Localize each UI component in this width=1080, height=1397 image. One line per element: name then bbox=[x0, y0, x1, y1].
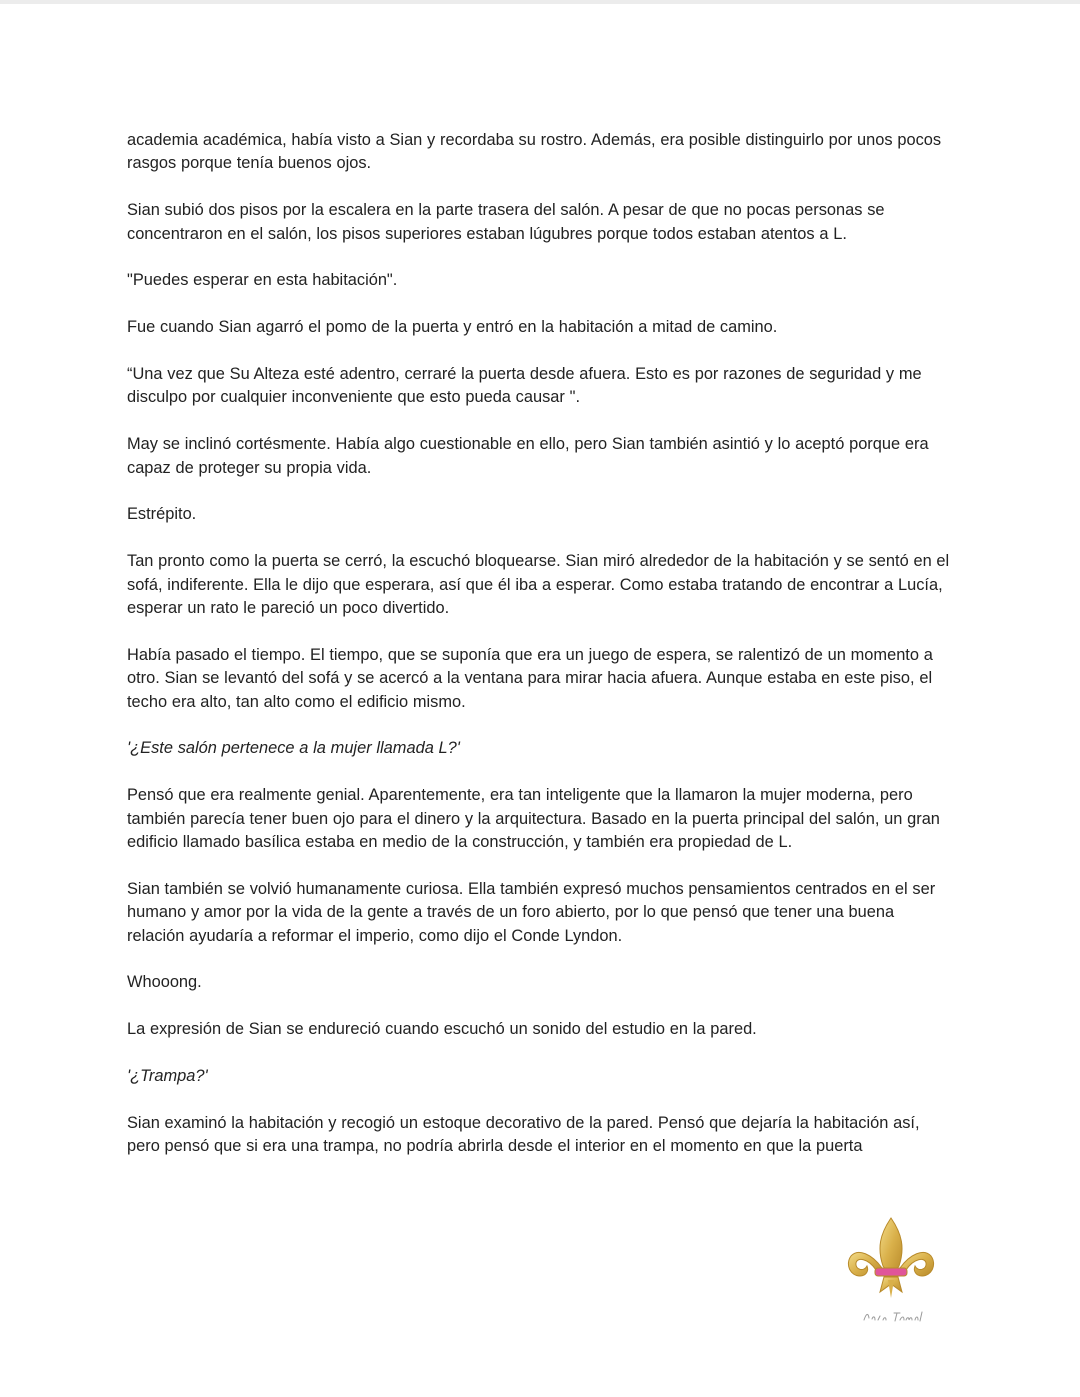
paragraph: Había pasado el tiempo. El tiempo, que se suponía que era un juego de espera, se ralentizó de un momento a otro. Sian se levantó del sofá y se acercó a la ventana para mirar hacia afuera. Aunque estaba en este piso, el techo era alto, tan alto como el edificio mismo. bbox=[127, 645, 933, 711]
paragraph: Pensó que era realmente genial. Aparentemente, era tan inteligente que la llamaron la mujer moderna, pero también parecía tener buen ojo para el dinero y la arquitectura. Basado en la puerta principal del salón, un gran edificio llamado basílica estaba en medio de la construcción, y también era propiedad de L. bbox=[127, 786, 940, 852]
paragraph: academia académica, había visto a Sian y recordaba su rostro. Además, era posible distinguirlo por unos pocos rasgos porque tenía buenos ojos. bbox=[127, 131, 942, 173]
paragraph: Fue cuando Sian agarró el pomo de la puerta y entró en la habitación a mitad de camino. bbox=[127, 318, 778, 337]
paragraph-thought: '¿Trampa?' bbox=[127, 1067, 208, 1086]
document-page bbox=[127, 129, 955, 1182]
paragraph: “Una vez que Su Alteza esté adentro, cerraré la puerta desde afuera. Esto es por razones de seguridad y me disculpo por cualquier inconveniente que esto pueda causar ". bbox=[127, 365, 922, 407]
paragraph: Tan pronto como la puerta se cerró, la escuchó bloquearse. Sian miró alrededor de la habitación y se sentó en el sofá, indiferente. Ella le dijo que esperara, así que él iba a esperar. Como estaba tratando de encontrar a Lucía, esperar un rato le pareció un poco divertido. bbox=[127, 552, 950, 618]
paragraph: Whooong. bbox=[127, 973, 202, 992]
paragraph: La expresión de Sian se endureció cuando escuchó un sonido del estudio en la pared. bbox=[127, 1020, 757, 1039]
paragraph: May se inclinó cortésmente. Había algo cuestionable en ello, pero Sian también asintió y lo aceptó porque era capaz de proteger su propia vida. bbox=[127, 435, 929, 477]
paragraph: Sian subió dos pisos por la escalera en la parte trasera del salón. A pesar de que no pocas personas se concentraron en el salón, los pisos superiores estaban lúgubres porque todos estaban atentos a L. bbox=[127, 201, 885, 243]
fansub-signature bbox=[842, 1308, 940, 1326]
paragraph: Estrépito. bbox=[127, 505, 197, 524]
paragraph-thought: '¿Este salón pertenece a la mujer llamada L?' bbox=[127, 739, 460, 758]
paragraph: Sian examinó la habitación y recogió un estoque decorativo de la pared. Pensó que dejaría la habitación así, pero pensó que si era una trampa, no podría abrirla desde el interior en el momento en que la puerta bbox=[127, 1113, 920, 1156]
watermark-logo bbox=[842, 1214, 940, 1328]
paragraph: Sian también se volvió humanamente curiosa. Ella también expresó muchos pensamientos centrados en el ser humano y amor por la vida de la gente a través de un foro abierto, por lo que pensó que tener una buena relación ayudaría a reformar el imperio, como dijo el Conde Lyndon. bbox=[127, 879, 936, 945]
paragraph: "Puedes esperar en esta habitación". bbox=[127, 271, 398, 290]
top-border bbox=[0, 0, 1080, 4]
